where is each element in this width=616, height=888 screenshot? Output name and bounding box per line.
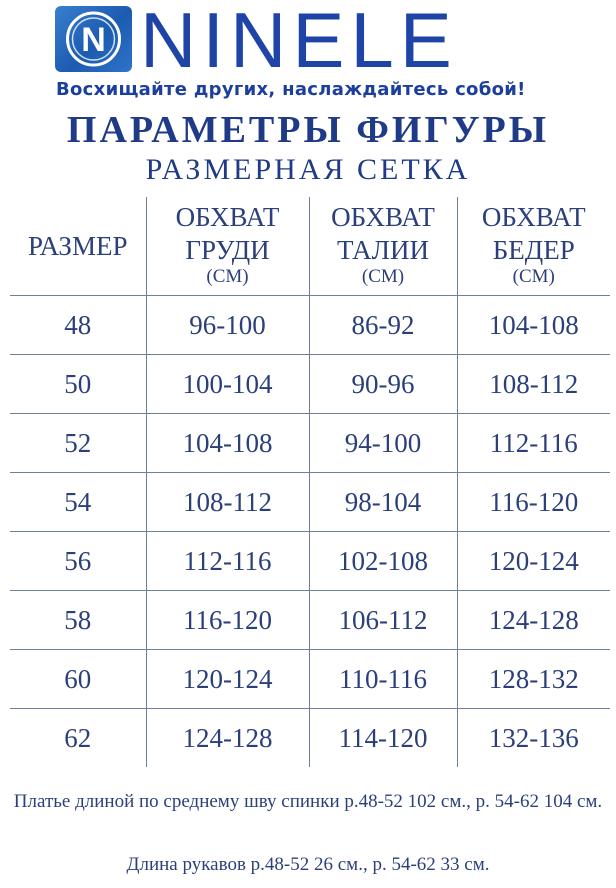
cell-chest: 112-116 (146, 532, 309, 591)
header (0, 0, 616, 108)
ninele-logo-icon (55, 6, 132, 72)
size-table (10, 197, 610, 767)
cell-hips: 108-112 (457, 355, 610, 414)
cell-size: 50 (10, 355, 146, 414)
cell-size: 48 (10, 296, 146, 355)
cell-chest: 104-108 (146, 414, 309, 473)
cell-waist: 98-104 (309, 473, 457, 532)
header-waist-line2: ТАЛИИ (337, 235, 429, 265)
table-row (10, 591, 610, 650)
header-hips-line1: ОБХВАТ (481, 202, 586, 232)
cell-chest: 96-100 (146, 296, 309, 355)
cell-chest: 120-124 (146, 650, 309, 709)
dress-length-note: Платье длиной по среднему шву спинки р.48-52 102 см., р. 54-62 104 см. (13, 791, 603, 812)
page-subtitle: РАЗМЕРНАЯ СЕТКА (145, 153, 471, 186)
header-chest-unit: (СМ) (206, 266, 249, 287)
header-chest-line1: ОБХВАТ (175, 202, 280, 232)
header-chest-line2: ГРУДИ (185, 235, 270, 265)
header-size (10, 197, 146, 296)
cell-chest: 116-120 (146, 591, 309, 650)
cell-chest: 100-104 (146, 355, 309, 414)
table-row (10, 414, 610, 473)
page-title: ПАРАМЕТРЫ ФИГУРЫ (66, 109, 550, 151)
header-size-label: РАЗМЕР (28, 231, 128, 261)
cell-size: 56 (10, 532, 146, 591)
table-row (10, 355, 610, 414)
header-chest (146, 197, 309, 296)
cell-chest: 124-128 (146, 709, 309, 768)
cell-hips: 112-116 (457, 414, 610, 473)
cell-waist: 110-116 (309, 650, 457, 709)
cell-hips: 116-120 (457, 473, 610, 532)
logo-letter: N (81, 21, 106, 59)
header-waist (309, 197, 457, 296)
table-header-row (10, 197, 610, 296)
header-waist-line1: ОБХВАТ (331, 202, 435, 232)
cell-waist: 90-96 (309, 355, 457, 414)
cell-chest: 108-112 (146, 473, 309, 532)
cell-waist: 102-108 (309, 532, 457, 591)
cell-size: 54 (10, 473, 146, 532)
cell-size: 52 (10, 414, 146, 473)
brand-name: NINELE (140, 0, 458, 84)
cell-hips: 120-124 (457, 532, 610, 591)
cell-hips: 132-136 (457, 709, 610, 768)
cell-size: 60 (10, 650, 146, 709)
header-hips-unit: (СМ) (512, 266, 555, 287)
cell-size: 58 (10, 591, 146, 650)
sleeve-length-note: Длина рукавов р.48-52 26 см., р. 54-62 33 см. (126, 854, 490, 875)
header-hips (457, 197, 610, 296)
cell-hips: 104-108 (457, 296, 610, 355)
brand-slogan: Восхищайте других, наслаждайтесь собой! (56, 79, 526, 100)
cell-waist: 86-92 (309, 296, 457, 355)
cell-waist: 114-120 (309, 709, 457, 768)
header-hips-line2: БЕДЕР (492, 235, 575, 265)
cell-waist: 94-100 (309, 414, 457, 473)
cell-waist: 106-112 (309, 591, 457, 650)
cell-hips: 128-132 (457, 650, 610, 709)
table-row (10, 650, 610, 709)
table-row (10, 473, 610, 532)
header-waist-unit: (СМ) (361, 266, 405, 287)
cell-size: 62 (10, 709, 146, 768)
table-row (10, 709, 610, 768)
table-row (10, 296, 610, 355)
cell-hips: 124-128 (457, 591, 610, 650)
table-row (10, 532, 610, 591)
